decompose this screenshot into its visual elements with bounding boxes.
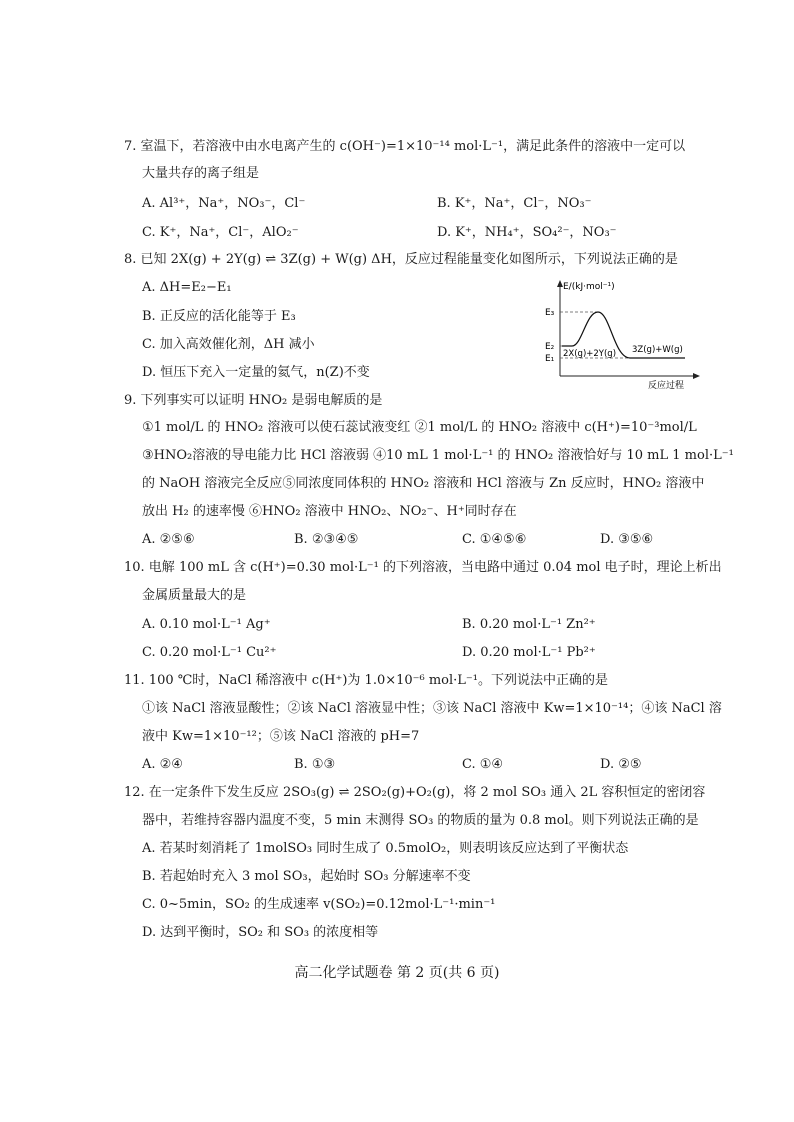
q11-option-d: D. ②⑤	[600, 757, 642, 772]
x-axis-label: 反应过程	[648, 381, 685, 391]
q8-stem: 8. 已知 2X(g) + 2Y(g) ⇌ 3Z(g) + W(g) ΔH，反应过程能量变化如图所示，下列说法正确的是	[124, 252, 678, 267]
energy-diagram	[540, 276, 710, 391]
q7-option-a: A. Al³⁺，Na⁺，NO₃⁻，Cl⁻	[142, 196, 306, 211]
q10-option-b: B. 0.20 mol·L⁻¹ Zn²⁺	[462, 617, 596, 632]
q12-option-b: B. 若起始时充入 3 mol SO₃，起始时 SO₃ 分解速率不变	[142, 869, 471, 884]
q10-option-d: D. 0.20 mol·L⁻¹ Pb²⁺	[462, 645, 596, 660]
q7-option-c: C. K⁺，Na⁺，Cl⁻，AlO₂⁻	[142, 225, 299, 240]
q10-option-c: C. 0.20 mol·L⁻¹ Cu²⁺	[142, 645, 277, 660]
q11-option-a: A. ②④	[142, 757, 183, 772]
q7-stem-line1: 7. 室温下，若溶液中由水电离产生的 c(OH⁻)=1×10⁻¹⁴ mol·L⁻¹，满足此条件的溶液中一定可以	[124, 139, 686, 154]
q7-stem-line2: 大量共存的离子组是	[142, 166, 260, 181]
q12-stem-line1: 12. 在一定条件下发生反应 2SO₃(g) ⇌ 2SO₂(g)+O₂(g)，将 2 mol SO₃ 通入 2L 容积恒定的密闭容	[124, 785, 706, 800]
q12-option-c: C. 0~5min，SO₂ 的生成速率 v(SO₂)=0.12mol·L⁻¹·min⁻¹	[142, 897, 496, 912]
e1-label: E₁	[545, 354, 555, 364]
products-label: 3Z(g)+W(g)	[632, 345, 683, 355]
q8-option-c: C. 加入高效催化剂，ΔH 减小	[142, 337, 315, 352]
q7-option-b: B. K⁺，Na⁺，Cl⁻，NO₃⁻	[437, 196, 592, 211]
e3-label: E₃	[545, 308, 555, 318]
q8-option-a: A. ΔH=E₂−E₁	[142, 280, 232, 295]
q9-option-c: C. ①④⑤⑥	[462, 532, 527, 547]
q12-option-a: A. 若某时刻消耗了 1molSO₃ 同时生成了 0.5molO₂，则表明该反应达到了平衡状态	[142, 841, 629, 856]
q12-stem-line2: 器中，若维持容器内温度不变，5 min 末测得 SO₃ 的物质的量为 0.8 mol。则下列说法正确的是	[142, 813, 699, 828]
q9-option-d: D. ③⑤⑥	[600, 532, 654, 547]
q7-option-d: D. K⁺，NH₄⁺，SO₄²⁻，NO₃⁻	[437, 225, 617, 240]
q9-option-a: A. ②⑤⑥	[142, 532, 195, 547]
q9-stem: 9. 下列事实可以证明 HNO₂ 是弱电解质的是	[124, 393, 383, 408]
q9-line2: ③HNO₂溶液的导电能力比 HCl 溶液弱 ④10 mL 1 mol·L⁻¹ 的 HNO₂ 溶液恰好与 10 mL 1 mol·L⁻¹	[142, 448, 734, 463]
q10-stem-line2: 金属质量最大的是	[142, 588, 247, 603]
reactants-label: 2X(g)+2Y(g)	[563, 349, 617, 359]
q9-line3: 的 NaOH 溶液完全反应⑤同浓度同体积的 HNO₂ 溶液和 HCl 溶液与 Zn 反应时，HNO₂ 溶液中	[142, 476, 705, 491]
q11-line1: ①该 NaCl 溶液显酸性；②该 NaCl 溶液显中性；③该 NaCl 溶液中 Kw=1×10⁻¹⁴；④该 NaCl 溶	[142, 701, 722, 716]
q8-option-d: D. 恒压下充入一定量的氦气，n(Z)不变	[142, 365, 370, 380]
e2-label: E₂	[545, 342, 555, 352]
q12-option-d: D. 达到平衡时，SO₂ 和 SO₃ 的浓度相等	[142, 925, 379, 940]
q11-line2: 液中 Kw=1×10⁻¹²；⑤该 NaCl 溶液的 pH=7	[142, 729, 420, 744]
q11-option-c: C. ①④	[462, 757, 504, 772]
q11-stem: 11. 100 ℃时，NaCl 稀溶液中 c(H⁺)为 1.0×10⁻⁶ mol·L⁻¹。下列说法中正确的是	[124, 673, 609, 688]
q9-option-b: B. ②③④⑤	[294, 532, 359, 547]
q10-stem-line1: 10. 电解 100 mL 含 c(H⁺)=0.30 mol·L⁻¹ 的下列溶液，当电路中通过 0.04 mol 电子时，理论上析出	[124, 560, 722, 575]
page-footer: 高二化学试题卷 第 2 页(共 6 页)	[294, 965, 500, 981]
y-axis-label: E/(kJ·mol⁻¹)	[563, 282, 615, 292]
q8-option-b: B. 正反应的活化能等于 E₃	[142, 309, 296, 324]
q11-option-b: B. ①③	[294, 757, 336, 772]
q10-option-a: A. 0.10 mol·L⁻¹ Ag⁺	[142, 617, 271, 632]
q9-line4: 放出 H₂ 的速率慢 ⑥HNO₂ 溶液中 HNO₂、NO₂⁻、H⁺同时存在	[142, 504, 517, 519]
q9-line1: ①1 mol/L 的 HNO₂ 溶液可以使石蕊试液变红 ②1 mol/L 的 HNO₂ 溶液中 c(H⁺)=10⁻³mol/L	[142, 420, 697, 435]
